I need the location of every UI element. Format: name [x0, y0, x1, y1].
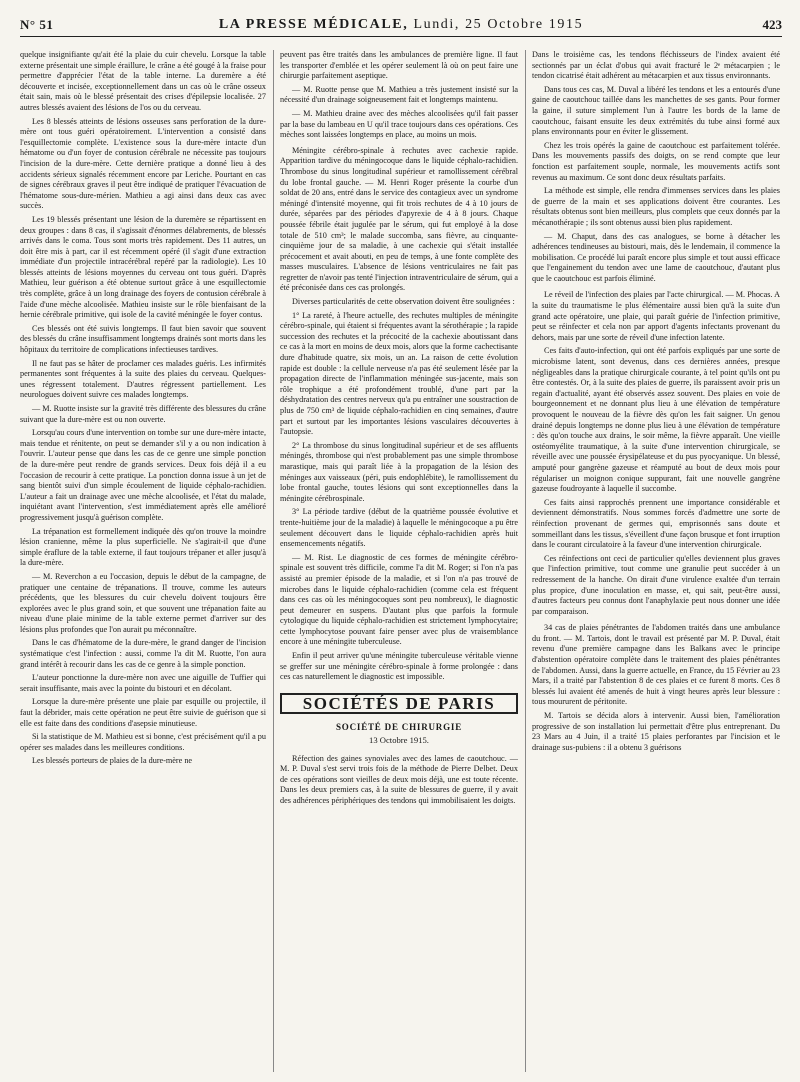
paragraph: Diverses particularités de cette observation doivent être soulignées :: [292, 297, 515, 307]
column-3: [532, 50, 780, 1074]
paragraph: Enfin il peut arriver qu'une méningite tuberculeuse véritable vienne se greffer sur une méningite cérébro-spinale à forme prolongée : dans ces cas naturellement le diagnostic est impossible.: [280, 651, 518, 682]
issue-number: N° 51: [20, 17, 54, 32]
paragraph: Dans le cas d'hématome de la dure-mère, le grand danger de l'incision systématique c'est l'infection : aussi, comme l'a dit M. Ruotte, l'on aura grand intérêt à recourir dans les cas de ce genre à la simple ponction.: [20, 638, 266, 669]
paragraph: Dans le troisième cas, les tendons fléchisseurs de l'index avaient été sectionnés par un éclat d'obus qui avait fracturé le 2ᵉ métacarpien ; le tendon cicatrisé était adhérent au métacarpien et aux tissus environnants.: [532, 50, 780, 81]
session-date: 13 Octobre 1915.: [369, 735, 429, 746]
paragraph: — M. Reverchon a eu l'occasion, depuis le début de la campagne, de pratiquer une centaine de trépanations. Il trouve, comme les auteurs précédents, que les blessures du cuir chevelu doivent toujours être explorées avec le plus grand soin, et que souvent une trépanation faite au niveau d'une plaie minime de la table externe permet d'arriver sur des lésions plus profondes que l'on aurait pu méconnaître.: [20, 571, 266, 634]
paragraph: L'auteur ponctionne la dure-mère non avec une aiguille de Tuffier qui serait insuffisante, mais avec la pointe du bistouri et en décolant.: [20, 673, 266, 693]
page-number: 423: [762, 17, 782, 32]
page-header: [20, 14, 782, 37]
journal-title-line: [20, 17, 782, 33]
paragraph: — M. Mathieu draine avec des mèches alcoolisées qu'il fait passer par la base du lambeau en U qu'il trace toujours dans ces opérations. Ces mèches sont laissées longtemps en place, au moins un mois.: [280, 108, 518, 140]
paragraph: quelque insignifiante qu'ait été la plaie du cuir chevelu. Lorsque la table externe présentait une simple éraillure, le crâne a été gougé à la fraise pour permettre d'apprécier l'état de la table interne. La duremère a été découverte et incisée, exceptionnellement dans un cas où le crâne osseux était sain, mais où le blessé présentait des crises d'épilepsie localisée. 27 autres blessés avaient des lésions de l'os ou du cerveau.: [20, 50, 266, 112]
column-1: [20, 50, 266, 1074]
paragraph: Ces faits d'auto-infection, qui ont été parfois expliqués par une sorte de microbisme latent, sont devenus, dans ces dernières années, presque négligeables dans la pratique chirurgicale courante, à tel point qu'ils ont pu être contestés. Or, à la suite des plaies de guerre, ils paraissent avoir pris un regain d'actualité, ayant été observés assez souvent. Des plaies en voie de bourgeonnement et ne donnant plus lieu à une élévation de température provoquent le nouveau de la fièvre dès qu'on les fait saigner. Un genou drainé depuis longtemps ne donne plus lieu à une élévation de température : dès qu'on touche aux drains, le soir même, la fièvre apparaît. Une vieille ostéomyélite traumatique, à la suite d'une intervention chirurgicale, se réveille avec une poussée érysipélateuse et du pus pyocyanique. Un blessé, amputé pour gangrène gazeuse et réamputé au bout de deux mois pour régulariser un moignon conique suppurant, fait une nouvelle gangrène gazeuse foudroyante à laquelle il succombe.: [532, 346, 780, 494]
paragraph: — M. Ruotte insiste sur la gravité très différente des blessures du crâne suivant que la dure-mère est ou non ouverte.: [20, 404, 266, 424]
journal-name: LA PRESSE MÉDICALE,: [218, 17, 409, 32]
society-heading: SOCIÉTÉ DE CHIRURGIE: [335, 722, 463, 733]
societes-banner: SOCIÉTÉS DE PARIS: [280, 693, 518, 715]
paragraph: Les 19 blessés présentant une lésion de la duremère se répartissent en deux groupes : dans 8 cas, il s'agissait d'énormes délabrements, de blessés arrivés dans le coma. Tous sont morts très rapidement. Des 11 autres, un doit être mis à part, car il est récemment opéré (il s'agit d'une extraction immédiate d'un projectile intracérébral repéré par la radiologie). Les 10 blessés atteints de lésions moyennes du cerveau ont tous guéri. D'après Mathieu, leur guérison a été obtenue surtout grâce à une esquillectomie très complète, grâce à un long drainage des foyers de contusion cérébrale à l'aide d'une mèche alcoolisée. Mathieu insiste sur le rôle bienfaisant de la hernie cérébrale primitive, qui isole de la cavité méningée le foyer contus.: [20, 214, 266, 320]
paragraph: Ces réinfections ont ceci de particulier qu'elles deviennent plus graves que l'infection primitive, tout comme une granulie peut succéder à un redressement de la hanche. On dirait d'une virulence exaltée d'un terrain plus propice, d'une inoculation en masse, et, qui sait, peut-être aussi, d'autres facteurs peu connus dont l'anaphylaxie peut nous donner une idée par comparaison.: [532, 553, 780, 616]
paragraph: Lorsque la dure-mère présente une plaie par esquille ou projectile, il faut la débrider, mais cette opération ne peut être suivie de guérison que si elle est faite dans des conditions d'asepsie minutieuse.: [20, 697, 266, 728]
paragraph: — M. Ruotte pense que M. Mathieu a très justement insisté sur la nécessité d'un drainage soigneusement fait et longtemps maintenu.: [280, 84, 518, 105]
paragraph: 2° La thrombose du sinus longitudinal supérieur et de ses affluents méningés, thrombose qui n'est probablement pas une simple thrombose marastique, mais qui paraît liée à la propagation de la lésion des méninges aux vaisseaux (péri, puis endophlébite), le ramollissement du lobe frontal gauche, toutes lésions qui sont exceptionnelles dans la méningite cérébrospinale.: [280, 440, 518, 503]
section-paragraph-gaines: Réfection des gaines synoviales avec des lames de caoutchouc. — M. P. Duval s'est servi trois fois de la méthode de Pierre Delbet. Deux de ces opérations sont vieilles de deux mois déjà, une est toute récente. Dans les deux premiers cas, à la suite de blessures de guerre, il y avait des adhérences périphériques des tendons qui immobilisaient les doigts.: [280, 753, 518, 805]
column-rule-left: [273, 50, 274, 1072]
paragraph: — M. Rist. Le diagnostic de ces formes de méningite cérébro-spinale est souvent très difficile, comme l'a dit M. Roger; si l'on n'a pas assisté au premier épisode de la maladie, et si l'on n'a pas trouvé de microbes dans le liquide céphalo-rachidien (comme cela est fréquent dans ces cas où les méningocoques sont peu nombreux), le diagnostic peut demeurer en suspens. D'autant plus que parfois la formule cytologique du liquide céphalo-rachidien est strictement lymphocytaire; cette lymphocytose pouvant faire penser avec plus de vraisemblance encore à une méningite tuberculeuse.: [280, 552, 518, 647]
paragraph: peuvent pas être traités dans les ambulances de première ligne. Il faut les transporter d'emblée et les opérer seulement là où on peut faire une chirurgie parfaitement aseptique.: [280, 50, 518, 81]
paragraph: Les 8 blessés atteints de lésions osseuses sans perforation de la dure-mère ont tous guéri opératoirement. L'intervention a consisté dans l'esquillectomie complète. L'existence sous la dure-mère intacte d'un hématome ou d'un foyer de contusion cérébrale ne nécessite pas toujours l'incision de la dure-mère. Cette dernière pratique a donné lieu à des accidents sérieux signalés récemment encore par Leriche. Pourtant en cas de signes cérébraux graves il peut être indiqué de pratiquer l'évacuation de l'hématome sous-dure-mérien. Mathieu a agi ainsi dans deux cas avec succès.: [20, 116, 266, 211]
paragraph: M. Tartois se décida alors à intervenir. Aussi bien, l'amélioration progressive de son installation lui permettait d'être plus entreprenant. Du 23 Mars au 4 Juin, il a traité 15 plaies perforantes par l'incision et le drainage sus-pubiens : il a obtenu 3 guérisons: [532, 711, 780, 752]
paragraph: 1° La rareté, à l'heure actuelle, des rechutes multiples de méningite cérébro-spinale, qui étaient si fréquentes avant la sérothérapie ; la rapide succession des rechutes et la précocité de la cachexie aboutissant dans ce cas à la mort en moins de deux mois, alors que la forme cachectisante dure d'habitude quatre, six mois, un an. La raison de cette évolution rapide est double : la cellule nerveuse n'a pas été seulement lésée par la propagation directe de l'inflammation méningée sus-jacente, mais son rôle trophique a été profondément troublé, d'une part par la déshydratation des centres nerveux qu'a pu entraîner une soustraction de plus de 750 cm³ de liquide céphalo-rachidien en cinq semaines, d'autre part et surtout par les importantes lésions vasculaires découvertes à l'autopsie.: [280, 310, 518, 437]
column-rule-right: [525, 50, 526, 1072]
paragraph: Les blessés porteurs de plaies de la dure-mère ne: [32, 756, 193, 766]
paragraph: Lorsqu'au cours d'une intervention on tombe sur une dure-mère intacte, mais tendue et rénitente, on peut se demander s'il y a ou non indication à l'ouvrir. L'auteur pense que dans les cas de ce genre une simple ponction de la dure-mère peut rendre de grands services. Deux fois déjà il a eu l'occasion de recourir à cette pratique. La ponction donna issue à un jet de sang bientôt suivi d'un simple écoulement de liquide céphalo-rachidien. L'auteur a fait un drainage avec une mèche alcoolisée, et l'état du malade, inquiétant avant l'intervention, s'est immédiatement après elle amélioré progressivement jusqu'à guérison complète.: [20, 428, 266, 522]
paragraph: La méthode est simple, elle rendra d'immenses services dans les plaies de guerre de la main et ses applications doivent être courantes. Les résultats obtenus sont bien meilleurs, plus complets que ceux donnés par la mécanothérapie ; ils sont obtenus aussi bien plus rapidement.: [532, 186, 780, 227]
issue-date: Lundi, 25 Octobre 1915: [413, 17, 584, 32]
section-paragraph-abdomen: 34 cas de plaies pénétrantes de l'abdomen traités dans une ambulance du front. — M. Tartois, dont le travail est présenté par M. P. Duval, était revenu d'une première campagne dans les Balkans avec le principe d'abstention opératoire complète dans le traitement des plaies pénétrantes de l'abdomen. Aussi, dans la guerre actuelle, en France, du 15 Février au 23 Mars, il a traité par l'abstention 8 de ces plaies et ce furent 8 morts. Ces 8 blessés lui avaient été amenés de huit à vingt heures après leur blessure : tous moururent de péritonite.: [532, 623, 780, 707]
paragraph: Chez les trois opérés la gaine de caoutchouc est parfaitement tolérée. Dans les mouvements passifs des doigts, on se rend compte que leur fonction est parfaitement souple, normale, les mouvements actifs sont revenus au maximum. Ce sont donc deux résultats parfaits.: [532, 140, 780, 182]
paragraph: — M. Chaput, dans des cas analogues, se borne à détacher les adhérences tendineuses au bistouri, mais, dès le lendemain, il commence la mobilisation. Ce procédé lui paraît encore plus simple et tout aussi efficace que l'engainement du tendon avec une lame de caoutchouc, d'autant plus que le caoutchouc est parfois éliminé.: [532, 231, 780, 283]
paragraph: 3° La période tardive (début de la quatrième poussée évolutive et trente-huitième jour de la maladie) à laquelle le méningocoque a pu être seulement découvert dans le liquide céphalo-rachidien après huit ensemencements négatifs.: [280, 507, 518, 549]
paragraph: Il ne faut pas se hâter de proclamer ces malades guéris. Les infirmités permanentes sont fréquentes à la suite des plaies du cerveau. Quelques-unes régressent totalement. D'autres régressent partiellement. Les neurologues doivent suivre ces malades longtemps.: [20, 358, 266, 400]
paragraph: Si la statistique de M. Mathieu est si bonne, c'est précisément qu'il a pu opérer ses malades dans les meilleures conditions.: [20, 732, 266, 752]
paragraph: Dans tous ces cas, M. Duval a libéré les tendons et les a entourés d'une gaine de caoutchouc taillée dans les manchettes de ses gants. Pour former la gaine, il suture simplement l'un à l'autre les bords de la lame de caoutchouc, faisant ensuite les deux extrémités du tube ainsi formé aux plans environnants pour en éviter le glissement.: [532, 84, 780, 137]
column-2: [280, 50, 518, 1074]
section-paragraph-reveil: Le réveil de l'infection des plaies par l'acte chirurgical. — M. Phocas. A la suite du traumatisme le plus élémentaire aussi bien qu'à la suite d'un grand acte opératoire, une plaie, qui paraît guérie de l'infection primitive, peut se réinfecter et cela non par apport d'agents infectants provenant du dehors, mais par une sorte de réveil d'une infection latente.: [532, 290, 780, 342]
section-paragraph-meningite: Méningite cérébro-spinale à rechutes avec cachexie rapide. Apparition tardive du méningocoque dans le liquide céphalo-rachidien. Thrombose du sinus longitudinal supérieur et ramollissement cérébral du lobe frontal gauche. — M. Henri Roger présente la courbe d'un soldat de 20 ans, entré dans le service des contagieux avec un syndrome méningé d'intensité moyenne, qui fit trois rechutes de 4 à 10 jours de durée, séparées par des périodes d'apyrexie de 4 à 8 jours. Chaque poussée fébrile était jugulée par le sérum, qui fut employé à la dose totale de 510 cm³; le malade succomba, sans fièvre, au cinquante-cinquième jour de sa maladie, à une cachexie qui s'était installée précocement et avait abouti, en peu de temps, à une fonte complète des masses musculaires. L'absence de lésions ventriculaires ne fait pas regretter de n'avoir pas tenté l'injection intraventriculaire de sérum, qui a été préconisée dans ces cas prolongés.: [280, 145, 518, 293]
paragraph: Ces faits ainsi rapprochés prennent une importance considérable et deviennent démonstratifs. Nous sommes forcés d'admettre une sorte de réinfection provenant de germes qui, emprisonnés sans doute et sommeillant dans les tissus, s'éveillent d'une façon brusque et font irruption dans le courant circulatoire à la faveur d'une intervention chirurgicale.: [532, 497, 780, 550]
paragraph: La trépanation est formellement indiquée dès qu'on trouve la moindre lésion cranienne, même la plus superficielle. Ne s'agirait-il que d'une simple éraflure de la table externe, il faut toujours trépaner et aller jusqu'à la dure-mère.: [20, 526, 266, 568]
paragraph: Ces blessés ont été suivis longtemps. Il faut bien savoir que souvent des blessés du crâne insuffisamment longtemps drainés sont morts dans les hôpitaux du territoire de complications infectieuses tardives.: [20, 323, 266, 355]
